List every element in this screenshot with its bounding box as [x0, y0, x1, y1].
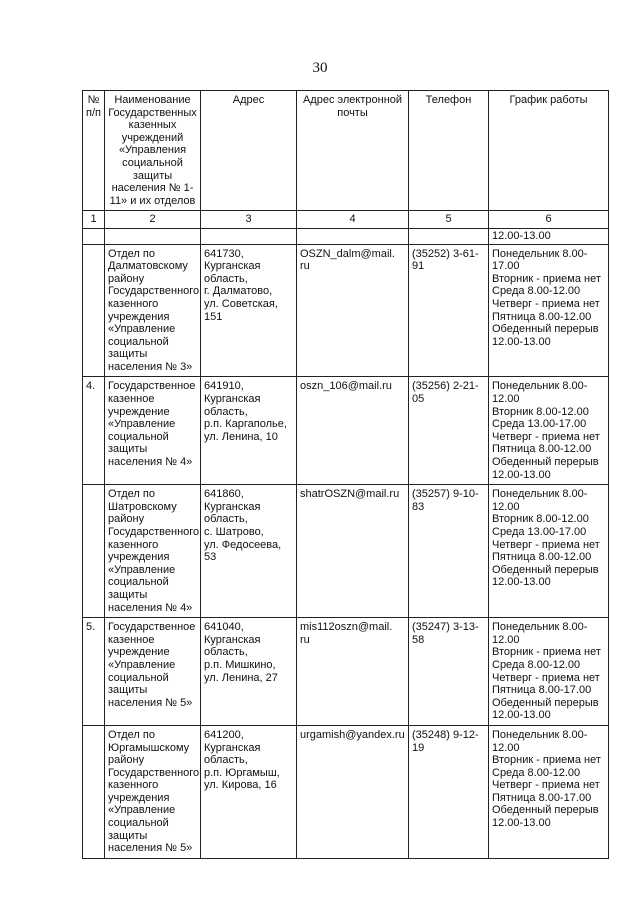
institution-schedule: Понедельник 8.00- 17.00 Вторник - приема нет Среда 8.00-12.00 Четверг - приема нет Пятница 8.00-12.00 Обеденный перерыв 12.00-13.00 [489, 244, 609, 377]
institution-address: 641040, Курганская область, р.п. Мишкино, ул. Ленина, 27 [201, 618, 297, 726]
table-row [83, 377, 609, 485]
column-number: 2 [105, 211, 201, 229]
row-number [83, 244, 105, 377]
institution-email: mis112oszn@mail. ru [297, 618, 409, 726]
header-name: Наименование Государственных казенных учреждений «Управления социальной защиты населения № 1- 11» и их отделов [105, 91, 201, 211]
institutions-table [82, 90, 609, 859]
institution-schedule: Понедельник 8.00- 12.00 Вторник 8.00-12.00 Среда 13.00-17.00 Четверг - приема нет Пятница 8.00-12.00 Обеденный перерыв 12.00-13.00 [489, 377, 609, 485]
row-number: 5. [83, 618, 105, 726]
institution-schedule: Понедельник 8.00- 12.00 Вторник 8.00-12.00 Среда 13.00-17.00 Четверг - приема нет Пятница 8.00-12.00 Обеденный перерыв 12.00-13.00 [489, 485, 609, 618]
header-email: Адрес электронной почты [297, 91, 409, 211]
institution-name: Отдел по Юргамышскому району Государственного казенного учреждения «Управление социальной защиты населения № 5» [105, 725, 201, 858]
page-number: 30 [312, 60, 328, 76]
header-phone: Телефон [409, 91, 489, 211]
column-number-row [83, 211, 609, 229]
institution-email: shatrOSZN@mail.ru [297, 485, 409, 618]
institution-name: Государственное казенное учреждение «Управление социальной защиты населения № 4» [105, 377, 201, 485]
continued-schedule: 12.00-13.00 [489, 228, 609, 244]
column-number: 4 [297, 211, 409, 229]
institution-phone: (35256) 2-21- 05 [409, 377, 489, 485]
institution-name: Отдел по Далматовскому району Государственного казенного учреждения «Управление социальной защиты населения № 3» [105, 244, 201, 377]
institution-phone: (35248) 9-12- 19 [409, 725, 489, 858]
header-schedule: График работы [489, 91, 609, 211]
column-number: 1 [83, 211, 105, 229]
institution-address: 641730, Курганская область, г. Далматово, ул. Советская, 151 [201, 244, 297, 377]
institution-name: Государственное казенное учреждение «Управление социальной защиты населения № 5» [105, 618, 201, 726]
table-row [83, 244, 609, 377]
column-number: 6 [489, 211, 609, 229]
institution-schedule: Понедельник 8.00- 12.00 Вторник - приема нет Среда 8.00-12.00 Четверг - приема нет Пятница 8.00-17.00 Обеденный перерыв 12.00-13.00 [489, 725, 609, 858]
institution-schedule: Понедельник 8.00- 12.00 Вторник - приема нет Среда 8.00-12.00 Четверг - приема нет Пятница 8.00-17.00 Обеденный перерыв 12.00-13.00 [489, 618, 609, 726]
header-address: Адрес [201, 91, 297, 211]
institution-email: urgamish@yandex.ru [297, 725, 409, 858]
institution-email: oszn_106@mail.ru [297, 377, 409, 485]
institution-phone: (35247) 3-13- 58 [409, 618, 489, 726]
row-number [83, 485, 105, 618]
institution-address: 641200, Курганская область, р.п. Юргамыш, ул. Кирова, 16 [201, 725, 297, 858]
column-number: 3 [201, 211, 297, 229]
column-number: 5 [409, 211, 489, 229]
row-number: 4. [83, 377, 105, 485]
table-row [83, 485, 609, 618]
table-row [83, 725, 609, 858]
institution-phone: (35257) 9-10- 83 [409, 485, 489, 618]
institution-phone: (35252) 3-61- 91 [409, 244, 489, 377]
header-number: № п/п [83, 91, 105, 211]
institution-address: 641910, Курганская область, р.п. Каргаполье, ул. Ленина, 10 [201, 377, 297, 485]
continuation-row [83, 228, 609, 244]
institution-email: OSZN_dalm@mail. ru [297, 244, 409, 377]
table-row [83, 618, 609, 726]
institution-address: 641860, Курганская область, с. Шатрово, ул. Федосеева, 53 [201, 485, 297, 618]
table-header-row [83, 91, 609, 211]
institution-name: Отдел по Шатровскому району Государственного казенного учреждения «Управление социальной защиты населения № 4» [105, 485, 201, 618]
row-number [83, 725, 105, 858]
